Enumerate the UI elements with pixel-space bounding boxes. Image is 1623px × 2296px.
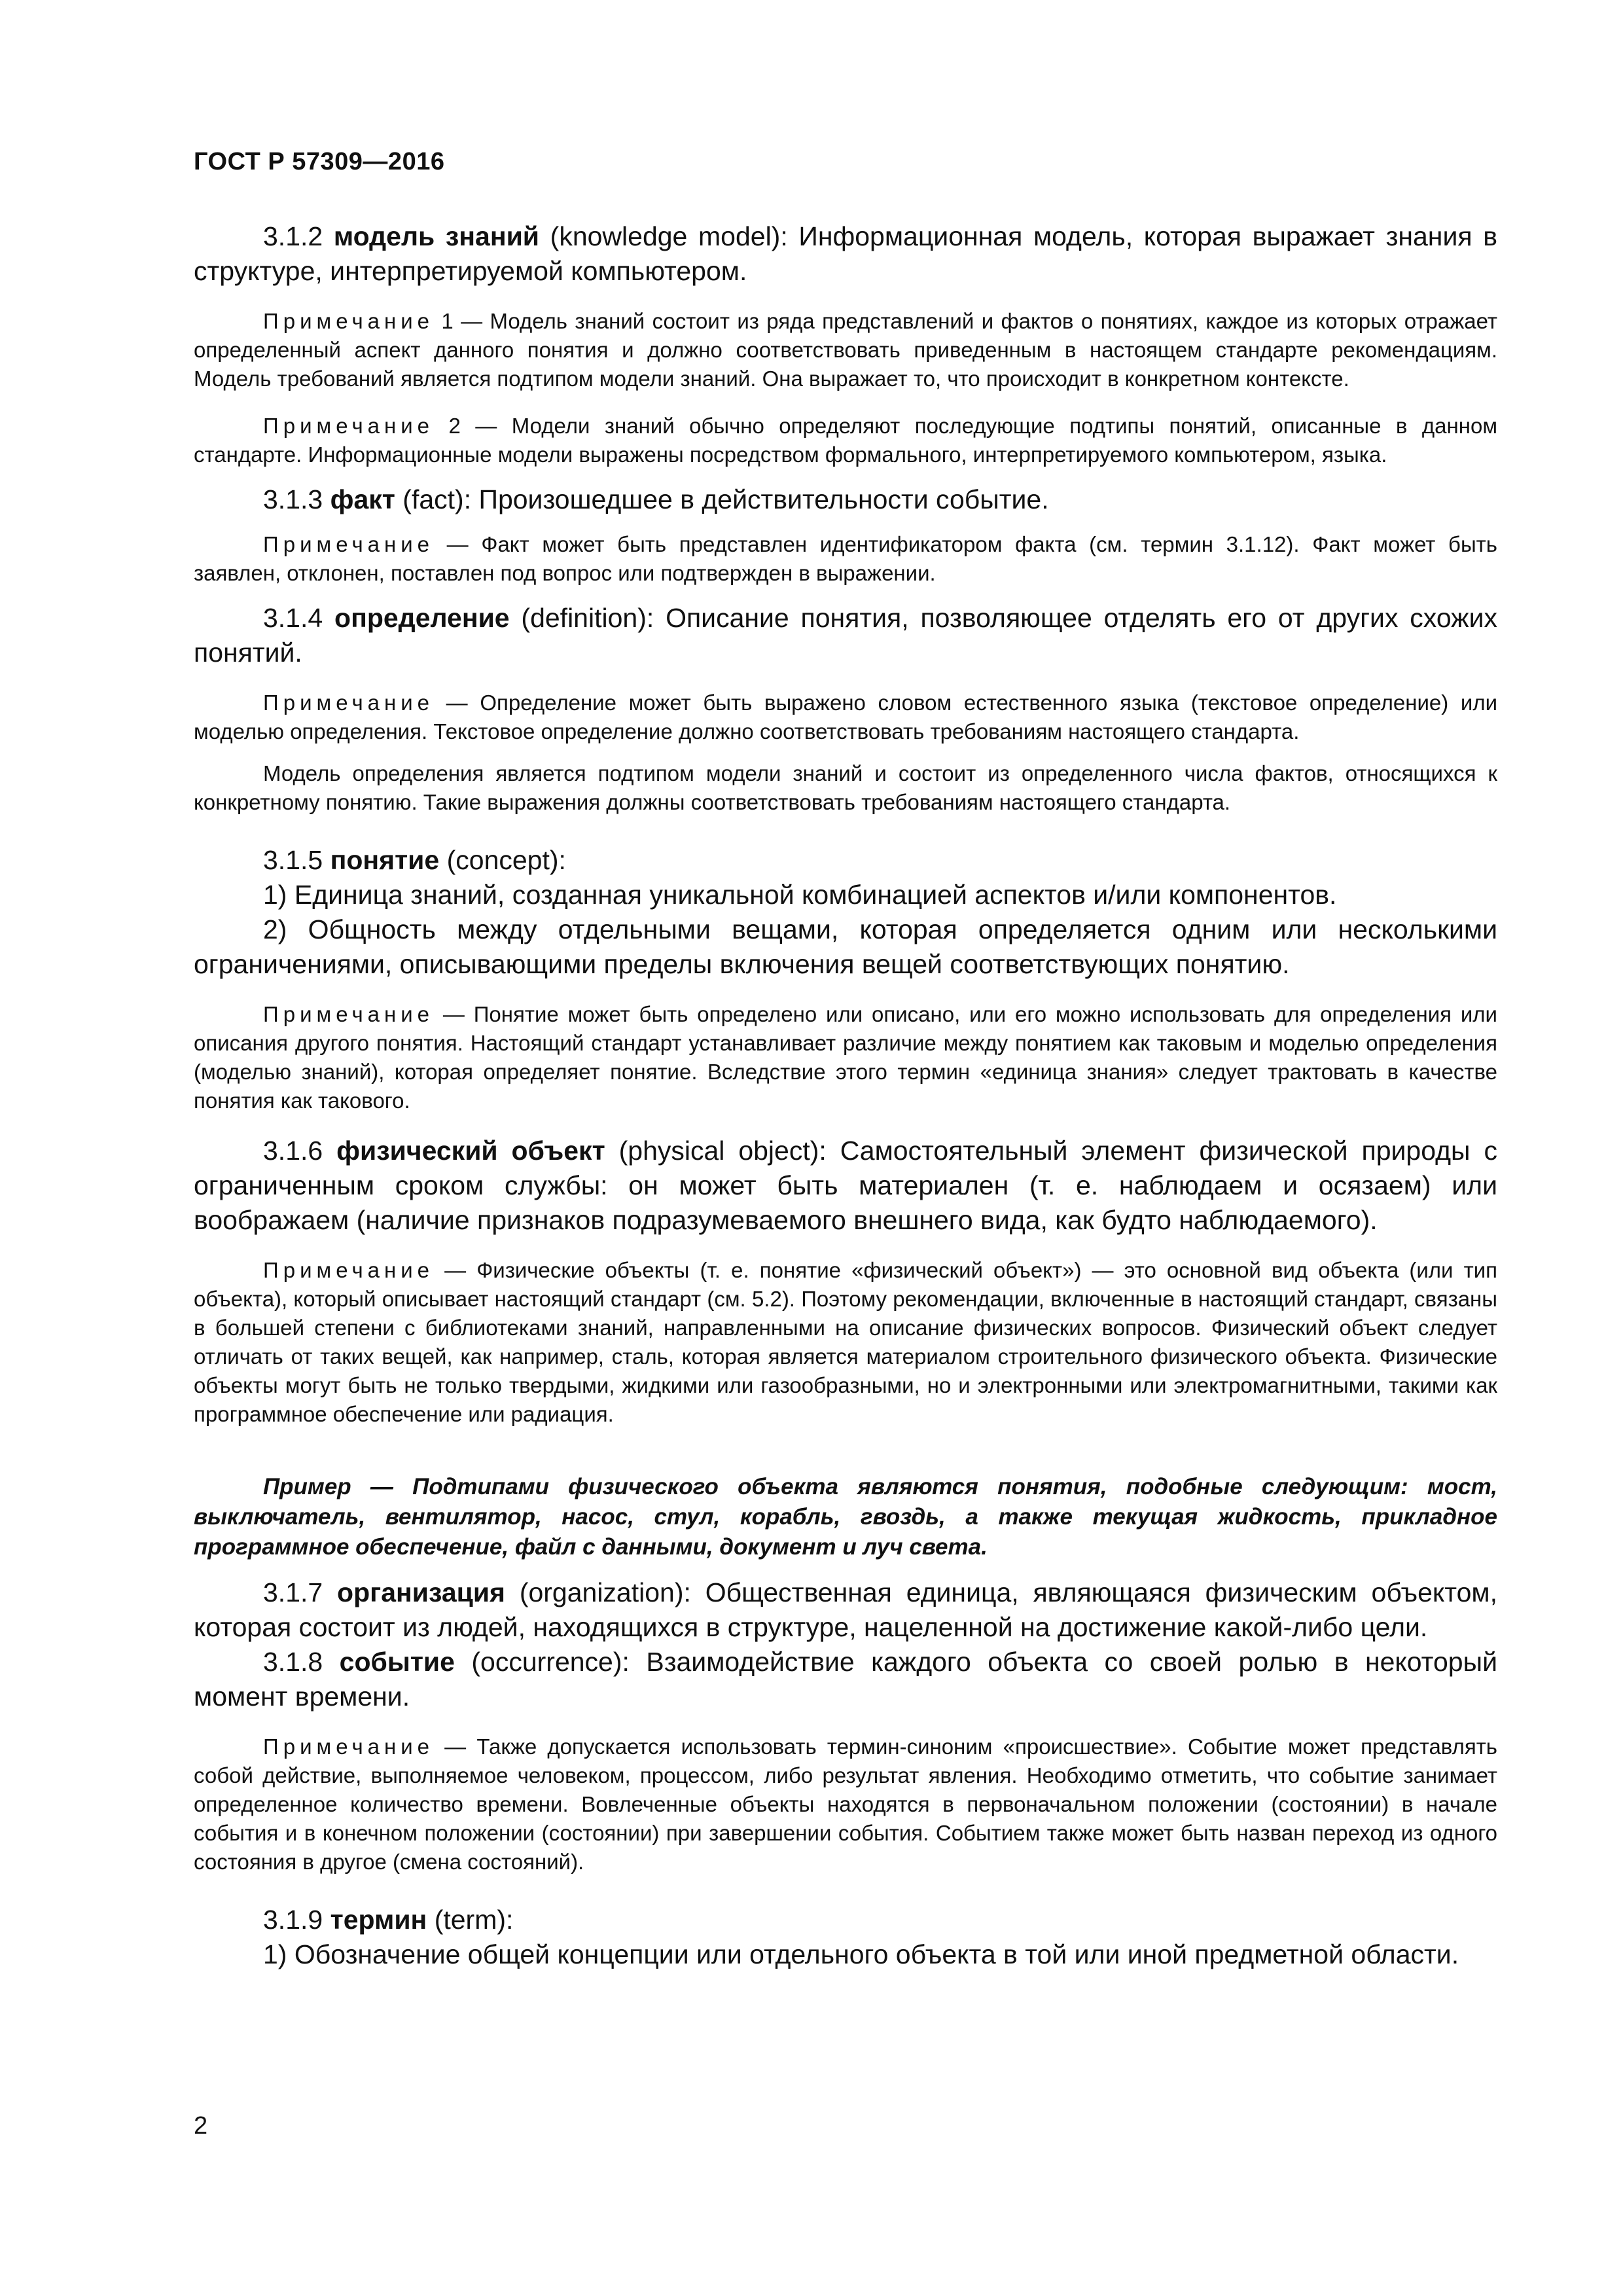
term-3-1-5-item-2: 2) Общность между отдельными вещами, которая определяется одним или несколькими ограничениями, описывающими пределы включения вещей соответствующих понятию. bbox=[194, 914, 1497, 979]
term-name: физический объект bbox=[336, 1136, 605, 1166]
term-number: 3.1.3 bbox=[263, 484, 323, 514]
note-text: Факт может быть представлен идентификатором факта (см. термин 3.1.12). Факт может быть заявлен, отклонен, поставлен под вопрос или подтвержден в выражении. bbox=[194, 532, 1497, 585]
term-definition: : Произошедшее в действительности событие. bbox=[463, 484, 1049, 514]
term-3-1-4 bbox=[194, 601, 1497, 670]
note-label: Примечание bbox=[263, 1734, 435, 1759]
note-3-1-5 bbox=[194, 1000, 1497, 1115]
note-separator: — bbox=[434, 532, 482, 556]
note-3-1-6 bbox=[194, 1256, 1497, 1429]
term-english: (fact) bbox=[402, 484, 464, 514]
term-number: 3.1.4 bbox=[263, 603, 323, 633]
term-3-1-9-item-1: 1) Обозначение общей концепции или отдельного объекта в той или иной предметной области. bbox=[263, 1939, 1459, 1969]
note-text: Также допускается использовать термин-синоним «происшествие». Событие может представлять собой действие, выполняемое человеком, процессом, либо результат явления. Необходимо отметить, что событие занимает определенное количество времени. Вовлеченные объекты находятся в первоначальном положении (состоянии) в начале события и в конечном положении (состоянии) при завершении события. Событием также может быть назван переход из одного состояния в другое (смена состояний). bbox=[194, 1734, 1498, 1874]
document-body bbox=[194, 219, 1497, 1972]
note-text: Понятие может быть определено или описано, или его можно использовать для определения или описания другого понятия. Настоящий стандарт устанавливает различие между понятием как таковым и моделью определения (моделью знаний), которая определяет понятие. Вследствие этого термин «единица знания» следует трактовать в качестве понятия как такового. bbox=[194, 1002, 1497, 1113]
note-3-1-2-2 bbox=[194, 412, 1497, 469]
term-definition: : Информационная модель, которая выражает знания в структуре, интерпретируемой компьютером. bbox=[194, 221, 1497, 286]
note-3-1-2-1 bbox=[194, 307, 1497, 393]
term-number: 3.1.7 bbox=[263, 1577, 323, 1607]
term-3-1-9 bbox=[194, 1903, 1497, 1937]
term-english: (concept): bbox=[446, 845, 566, 875]
note-text: Модель знаний состоит из ряда представлений и фактов о понятиях, каждое из которых отражает определенный аспект данного понятия и должно соответствовать приведенным в настоящем стандарте рекомендациям. Модель требований является подтипом модели знаний. Она выражает то, что происходит в конкретном контексте. bbox=[194, 309, 1498, 391]
note-separator: — bbox=[434, 691, 480, 715]
term-name: факт bbox=[330, 484, 395, 514]
note-text: Физические объекты (т. е. понятие «физический объект») — это основной вид объекта (или тип объекта), который описывает настоящий стандарт (см. 5.2). Поэтому рекомендации, включенные в настоящий стандарт, связаны в большей степени с библиотеками знаний, направленными на описание физических вопросов. Физический объект следует отличать от таких вещей, как например, сталь, которая является материалом строительного физического объекта. Физические объекты могут быть не только твердыми, жидкими или газообразными, но и электронными или электромагнитными, такими как программное обеспечение или радиация. bbox=[194, 1258, 1497, 1426]
note-label: Примечание bbox=[263, 1258, 435, 1282]
note-3-1-3 bbox=[194, 530, 1497, 588]
term-english: (knowledge model) bbox=[550, 221, 781, 251]
term-number: 3.1.8 bbox=[263, 1647, 323, 1677]
note-separator: — bbox=[434, 1258, 477, 1282]
note-label: Примечание bbox=[263, 309, 435, 333]
term-number: 3.1.2 bbox=[263, 221, 323, 251]
term-3-1-2 bbox=[194, 219, 1497, 289]
note-separator: — bbox=[434, 1002, 474, 1026]
example-3-1-6: Пример — Подтипами физического объекта являются понятия, подобные следующим: мост, выключатель, вентилятор, насос, стул, корабль, гвоздь, а также текущая жидкость, прикладное программное обеспечение, файл с данными, документ и луч света. bbox=[194, 1474, 1497, 1560]
term-3-1-8 bbox=[194, 1645, 1497, 1714]
term-definition: : Описание понятия, позволяющее отделять его от других схожих понятий. bbox=[194, 603, 1497, 668]
note-text: Модели знаний обычно определяют последующие подтипы понятий, описанные в данном стандарте. Информационные модели выражены посредством формального, интерпретируемого компьютером, языка. bbox=[194, 414, 1498, 467]
term-english: (physical object) bbox=[618, 1136, 819, 1166]
term-definition: : Общественная единица, являющаяся физическим объектом, которая состоит из людей, находящихся в структуре, нацеленной на достижение какой-либо цели. bbox=[194, 1577, 1497, 1642]
term-3-1-6 bbox=[194, 1134, 1497, 1238]
term-3-1-5 bbox=[194, 843, 1497, 878]
term-english: (definition) bbox=[521, 603, 647, 633]
note-3-1-8 bbox=[194, 1732, 1497, 1876]
note-label: Примечание bbox=[263, 1002, 435, 1026]
term-number: 3.1.6 bbox=[263, 1136, 323, 1166]
term-name: организация bbox=[337, 1577, 505, 1607]
note-separator: — bbox=[434, 1734, 477, 1759]
note-text: Определение может быть выражено словом естественного языка (текстовое определение) или моделью определения. Текстовое определение должно соответствовать требованиям настоящего стандарта. bbox=[194, 691, 1498, 744]
note-number: 2 — bbox=[434, 414, 512, 438]
term-name: понятие bbox=[330, 845, 440, 875]
note-3-1-4 bbox=[194, 689, 1497, 746]
term-definition: : Взаимодействие каждого объекта со своей ролью в некоторый момент времени. bbox=[194, 1647, 1497, 1712]
term-name: модель знаний bbox=[333, 221, 540, 251]
note-label: Примечание bbox=[263, 691, 435, 715]
page-number: 2 bbox=[194, 2112, 208, 2140]
term-english: (term): bbox=[434, 1905, 514, 1935]
term-number: 3.1.5 bbox=[263, 845, 323, 875]
term-number: 3.1.9 bbox=[263, 1905, 323, 1935]
term-3-1-5-item-1: 1) Единица знаний, созданная уникальной комбинацией аспектов и/или компонентов. bbox=[263, 880, 1337, 910]
term-definition: : Самостоятельный элемент физической природы с ограниченным сроком службы: он может быть материален (т. е. наблюдаем и осязаем) или воображаем (наличие признаков подразумеваемого внешнего вида, как будто наблюдаемого). bbox=[194, 1136, 1497, 1235]
term-name: определение bbox=[334, 603, 510, 633]
note-label: Примечание bbox=[263, 532, 435, 556]
term-english: (occurrence) bbox=[471, 1647, 622, 1677]
term-name: событие bbox=[339, 1647, 455, 1677]
term-3-1-3 bbox=[194, 482, 1497, 517]
note-label: Примечание bbox=[263, 414, 435, 438]
note-3-1-4-continued: Модель определения является подтипом модели знаний и состоит из определенного числа фактов, относящихся к конкретному понятию. Такие выражения должны соответствовать требованиям настоящего стандарта. bbox=[194, 761, 1497, 814]
term-english: (organization) bbox=[519, 1577, 684, 1607]
term-name: термин bbox=[330, 1905, 427, 1935]
document-header: ГОСТ Р 57309—2016 bbox=[194, 148, 445, 175]
term-3-1-7 bbox=[194, 1575, 1497, 1645]
note-number: 1 — bbox=[434, 309, 490, 333]
